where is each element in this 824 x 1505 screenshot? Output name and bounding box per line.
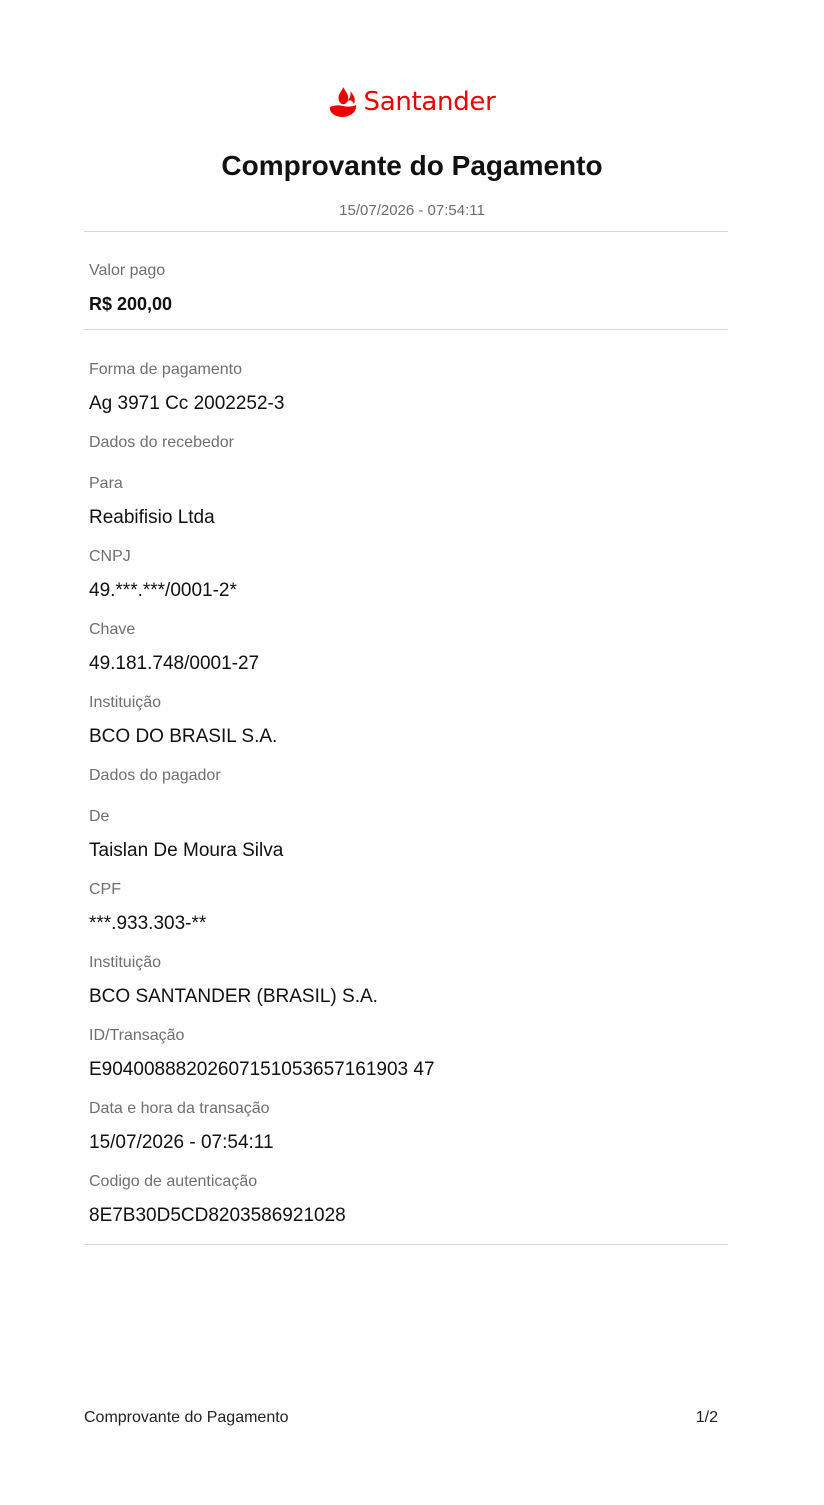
receiver-key: 49.181.748/0001-27 [89,653,260,674]
transaction-datetime: 15/07/2026 - 07:54:11 [89,1132,274,1153]
transaction-id-label: ID/Transação [89,1027,185,1044]
payer-institution-label: Instituição [89,954,162,971]
payment-method-label: Forma de pagamento [89,361,242,378]
amount-value: R$ 200,00 [89,294,173,314]
receiver-cnpj-label: CNPJ [89,548,131,565]
santander-flame-icon [328,86,358,118]
receiver-cnpj: 49.***.***/0001-2* [89,580,237,601]
header-datetime: 15/07/2026 - 07:54:11 [339,202,485,219]
payer-cpf: ***.933.303-** [89,913,207,934]
brand-name: Santander [363,87,496,117]
receiver-name-label: Para [89,475,123,492]
receiver-institution: BCO DO BRASIL S.A. [89,726,278,747]
payer-cpf-label: CPF [89,881,121,898]
page-number: 1/2 [695,1409,718,1426]
receiver-section-title: Dados do recebedor [89,434,234,451]
footer-title: Comprovante do Pagamento [84,1409,289,1426]
payer-name-label: De [89,808,110,825]
divider [84,231,728,232]
divider [84,329,728,330]
divider [84,1244,728,1245]
payment-method-value: Ag 3971 Cc 2002252-3 [89,393,285,414]
transaction-id: E90400888202607151053657161903 47 [89,1059,435,1080]
receiver-key-label: Chave [89,621,136,638]
receiver-name: Reabifisio Ltda [89,507,215,528]
amount-label: Valor pago [89,262,166,279]
receiver-institution-label: Instituição [89,694,162,711]
page-title: Comprovante do Pagamento [221,150,603,181]
brand-logo [0,86,824,118]
payer-section-title: Dados do pagador [89,767,221,784]
payer-name: Taislan De Moura Silva [89,840,284,861]
payer-institution: BCO SANTANDER (BRASIL) S.A. [89,986,378,1007]
transaction-datetime-label: Data e hora da transação [89,1100,270,1117]
auth-code-label: Codigo de autenticação [89,1173,258,1190]
auth-code: 8E7B30D5CD8203586921028 [89,1205,346,1226]
